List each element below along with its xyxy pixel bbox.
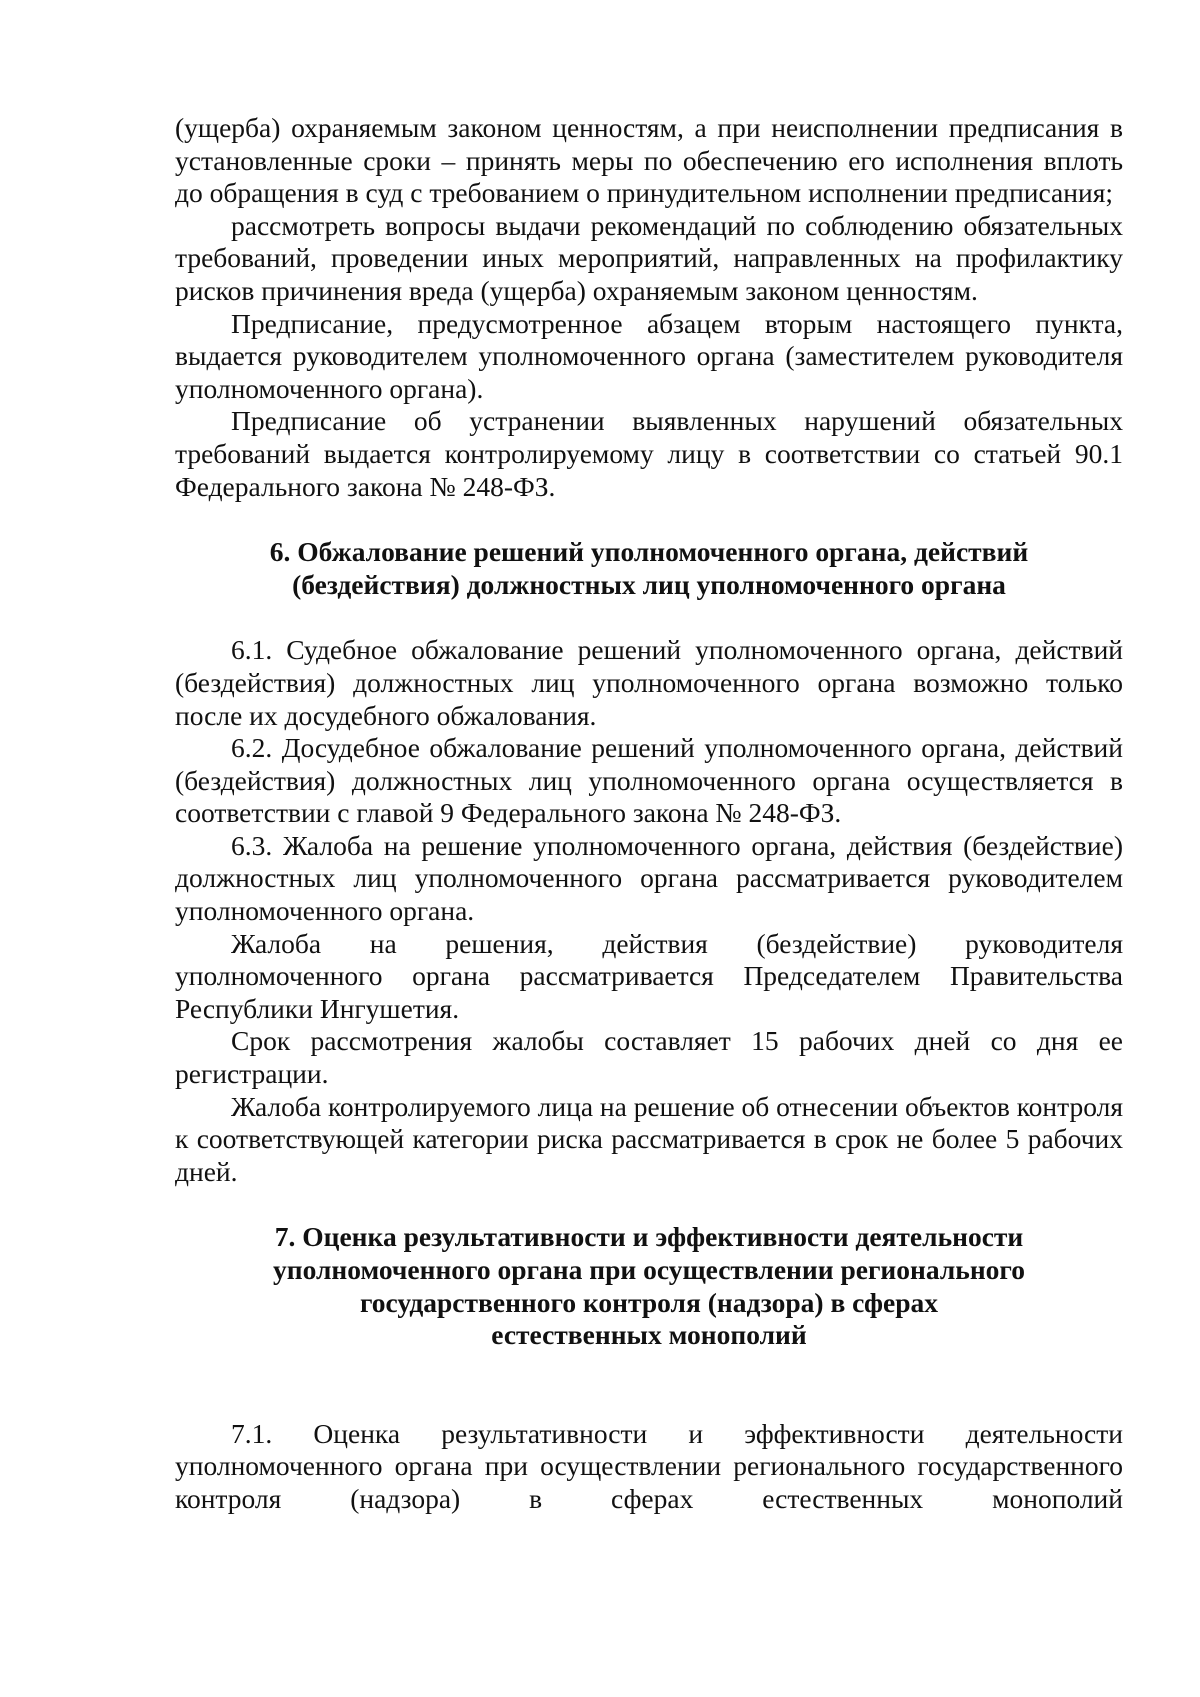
paragraph-6-3: 6.3. Жалоба на решение уполномоченного органа, действия (бездействие) должностных лиц уполномоченного органа рассматривается руководителем уполномоченного органа. [175, 829, 1123, 927]
paragraph-risk-category-complaint: Жалоба контролируемого лица на решение об отнесении объектов контроля к соответствующей категории риска рассматривается в срок не более 5 рабочих дней. [175, 1090, 1123, 1187]
paragraph-6-2: 6.2. Досудебное обжалование решений уполномоченного органа, действий (бездействия) должностных лиц уполномоченного органа осуществляется в соответствии с главой 9 Федерального закона № 248-ФЗ. [175, 732, 1123, 829]
paragraph-prescription-violations: Предписание об устранении выявленных нарушений обязательных требований выдается контролируемому лицу в соответствии со статьей 90.1 Федерального закона № 248-ФЗ. [175, 405, 1123, 502]
document-page [175, 112, 1123, 1516]
paragraph-7-1: 7.1. Оценка результативности и эффективности деятельности уполномоченного органа при осуществлении регионального государственного контроля (надзора) в сферах естественных монополий [175, 1417, 1123, 1514]
section-7-heading-line-2: уполномоченного органа при осуществлении регионального [273, 1254, 1025, 1285]
section-6-heading-line-2: (бездействия) должностных лиц уполномоченного органа [292, 568, 1006, 600]
section-6-heading [175, 536, 1123, 601]
paragraph-recommendations: рассмотреть вопросы выдачи рекомендаций по соблюдению обязательных требований, проведении иных мероприятий, направленных на профилактику рисков причинения вреда (ущерба) охраняемым законом ценностям. [175, 209, 1123, 306]
paragraph-prescription-issued: Предписание, предусмотренное абзацем вторым настоящего пункта, выдается руководителем уполномоченного органа (заместителем руководителя уполномоченного органа). [175, 307, 1123, 404]
spacer [175, 503, 1123, 536]
paragraph-head-complaint: Жалоба на решения, действия (бездействие) руководителя уполномоченного органа рассматривается Председателем Правительства Республики Ингушетия. [175, 927, 1123, 1024]
section-7-heading-line-1: 7. Оценка результативности и эффективности деятельности [274, 1221, 1024, 1253]
section-7-heading [175, 1221, 1123, 1351]
section-7-heading-line-3: государственного контроля (надзора) в сферах [359, 1286, 939, 1318]
continuation-paragraph: (ущерба) охраняемым законом ценностям, а при неисполнении предписания в установленные сроки – принять меры по обеспечению его исполнения вплоть до обращения в суд с требованием о принудительном исполнении предписания; [175, 112, 1123, 209]
spacer [175, 601, 1123, 634]
section-6-heading-line-1: 6. Обжалование решений уполномоченного органа, действий [269, 536, 1029, 568]
paragraph-review-term: Срок рассмотрения жалобы составляет 15 рабочих дней со дня ее регистрации. [175, 1025, 1123, 1090]
spacer [175, 1188, 1123, 1221]
spacer [175, 1352, 1123, 1418]
paragraph-6-1: 6.1. Судебное обжалование решений уполномоченного органа, действий (бездействия) должностных лиц уполномоченного органа возможно только после их досудебного обжалования. [175, 634, 1123, 731]
section-7-heading-line-4: естественных монополий [491, 1319, 807, 1351]
